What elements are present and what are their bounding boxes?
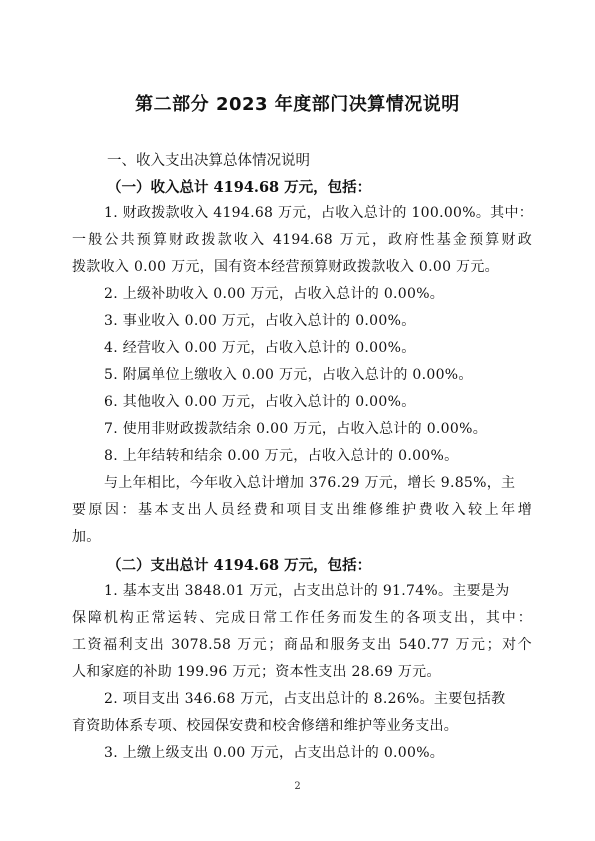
income-line: 2. 上级补助收入 0.00 万元，占收入总计的 0.00%。 xyxy=(104,286,445,302)
section-heading: 一、收入支出决算总体情况说明 xyxy=(107,153,310,169)
income-line: 一般公共预算财政拨款收入 4194.68 万元，政府性基金预算财政 xyxy=(72,232,532,248)
income-line: 加。 xyxy=(72,529,101,545)
page-number: 2 xyxy=(294,781,301,792)
income-line: 7. 使用非财政拨款结余 0.00 万元，占收入总计的 0.00%。 xyxy=(104,421,488,437)
income-line: 1. 财政拨款收入 4194.68 万元，占收入总计的 100.00%。其中： xyxy=(104,205,534,221)
expense-line: 3. 上缴上级支出 0.00 万元，占支出总计的 0.00%。 xyxy=(104,745,445,761)
expense-line: 育资助体系专项、校园保安费和校舍修缮和维护等业务支出。 xyxy=(72,718,459,734)
income-line: 6. 其他收入 0.00 万元，占收入总计的 0.00%。 xyxy=(104,394,416,410)
income-heading: （一）收入总计 4194.68 万元，包括： xyxy=(107,179,372,196)
income-line: 与上年相比，今年收入总计增加 376.29 万元，增长 9.85%，主 xyxy=(104,475,516,491)
page-title: 第二部分 2023 年度部门决算情况说明 xyxy=(135,94,460,115)
income-line: 3. 事业收入 0.00 万元，占收入总计的 0.00%。 xyxy=(104,313,416,329)
income-line: 5. 附属单位上缴收入 0.00 万元，占收入总计的 0.00%。 xyxy=(104,367,473,383)
income-line: 4. 经营收入 0.00 万元，占收入总计的 0.00%。 xyxy=(104,340,416,356)
income-line: 8. 上年结转和结余 0.00 万元，占收入总计的 0.00%。 xyxy=(104,448,459,464)
expense-line: 2. 项目支出 346.68 万元，占支出总计的 8.26%。主要包括教 xyxy=(104,691,506,707)
income-line: 要原因：基本支出人员经费和项目支出维修维护费收入较上年增 xyxy=(72,502,532,518)
expense-heading: （二）支出总计 4194.68 万元，包括： xyxy=(107,557,372,574)
expense-line: 保障机构正常运转、完成日常工作任务而发生的各项支出，其中： xyxy=(72,610,532,626)
expense-line: 人和家庭的补助 199.96 万元；资本性支出 28.69 万元。 xyxy=(72,664,441,680)
expense-line: 1. 基本支出 3848.01 万元，占支出总计的 91.74%。主要是为 xyxy=(104,583,510,599)
income-line: 拨款收入 0.00 万元，国有资本经营预算财政拨款收入 0.00 万元。 xyxy=(72,259,499,275)
expense-line: 工资福利支出 3078.58 万元；商品和服务支出 540.77 万元；对个 xyxy=(72,637,532,653)
